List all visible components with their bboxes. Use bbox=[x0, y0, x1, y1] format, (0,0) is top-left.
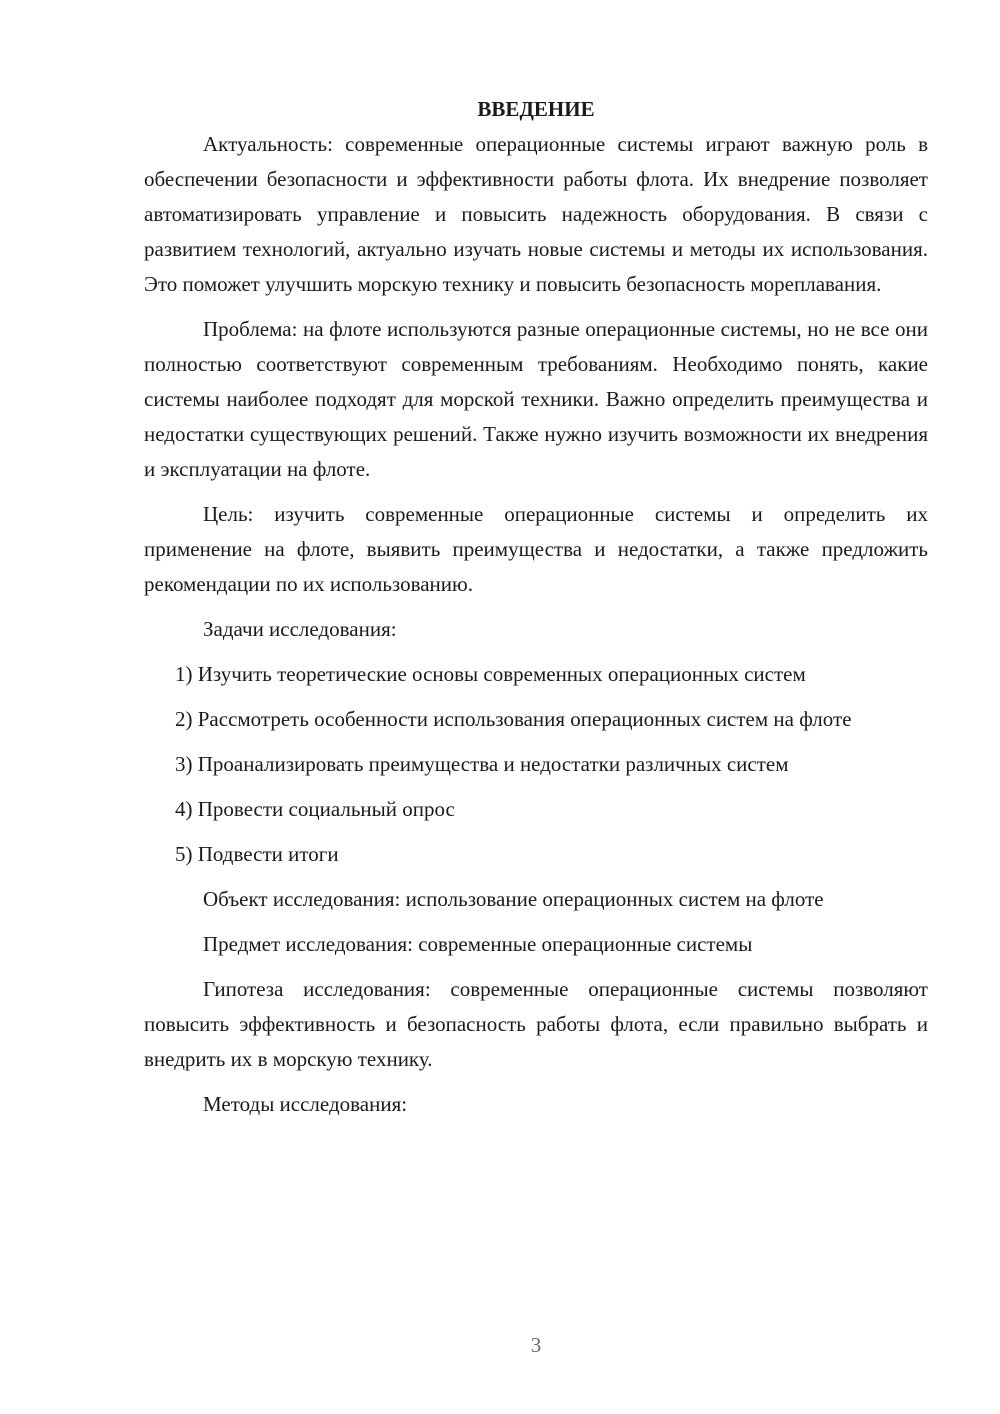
paragraph-object: Объект исследования: использование операционных систем на флоте bbox=[203, 887, 824, 911]
paragraph-tasks-heading: Задачи исследования: bbox=[203, 617, 397, 641]
task-item-2: 2) Рассмотреть особенности использования операционных систем на флоте bbox=[175, 707, 852, 731]
task-item-4: 4) Провести социальный опрос bbox=[175, 797, 455, 821]
paragraph-goal: Цель: изучить современные операционные системы и определить их применение на флоте, выявить преимущества и недостатки, а также предложить рекомендации по их использованию. bbox=[144, 502, 928, 596]
paragraph-problem: Проблема: на флоте используются разные операционные системы, но не все они полностью соответствуют современным требованиям. Необходимо понять, какие системы наиболее подходят для морской техники. Важно определить преимущества и недостатки существующих решений. Также нужно изучить возможности их внедрения и эксплуатации на флоте. bbox=[144, 317, 928, 481]
task-item-1: 1) Изучить теоретические основы современных операционных систем bbox=[175, 662, 806, 686]
section-title bbox=[144, 92, 928, 127]
paragraph-subject: Предмет исследования: современные операционные системы bbox=[203, 932, 753, 956]
paragraph-methods: Методы исследования: bbox=[203, 1092, 408, 1116]
paragraph-relevance: Актуальность: современные операционные системы играют важную роль в обеспечении безопасности и эффективности работы флота. Их внедрение позволяет автоматизировать управление и повысить надежность оборудования. В связи с развитием технологий, актуально изучать новые системы и методы их использования. Это поможет улучшить морскую технику и повысить безопасность мореплавания. bbox=[144, 132, 928, 296]
page-number: 3 bbox=[530, 1333, 542, 1357]
task-item-5: 5) Подвести итоги bbox=[175, 842, 339, 866]
paragraph-hypothesis: Гипотеза исследования: современные операционные системы позволяют повысить эффективность и безопасность работы флота, если правильно выбрать и внедрить их в морскую технику. bbox=[144, 977, 928, 1071]
task-item-3: 3) Проанализировать преимущества и недостатки различных систем bbox=[175, 752, 789, 776]
document-page bbox=[144, 92, 928, 1132]
section-title-text: ВВЕДЕНИЕ bbox=[477, 97, 595, 121]
